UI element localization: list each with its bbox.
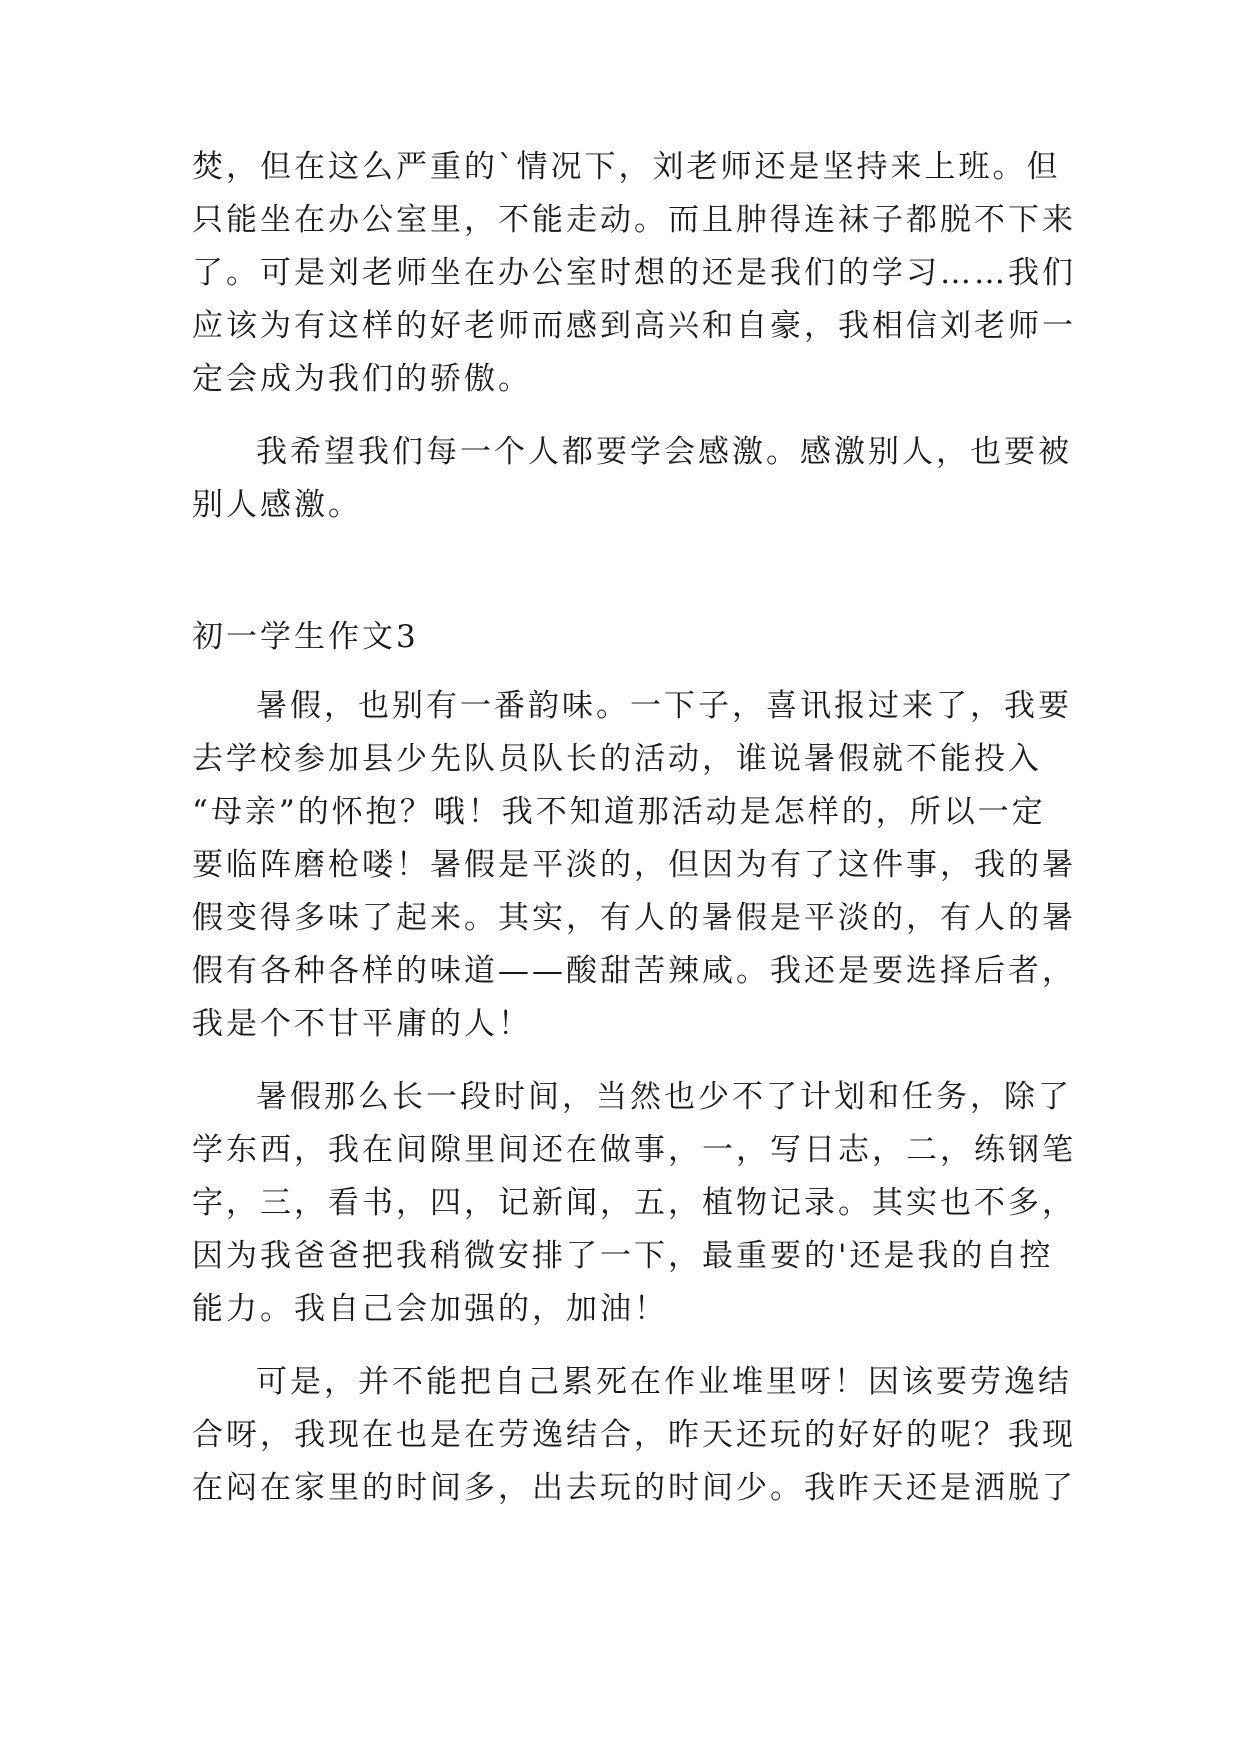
- text-line: 只能坐在办公室里，不能走动。而且肿得连袜子都脱不下来: [192, 202, 1076, 238]
- section-title: 初一学生作文3: [192, 619, 419, 655]
- text-line: 假变得多味了起来。其实，有人的暑假是平淡的，有人的暑: [192, 900, 1076, 936]
- text-line: 学东西，我在间隙里间还在做事，一，写日志，二，练钢笔: [192, 1132, 1076, 1168]
- text-line: 别人感激。: [192, 487, 362, 523]
- text-line: 我希望我们每一个人都要学会感激。感激别人，也要被: [256, 434, 1072, 470]
- text-line: 了。可是刘老师坐在办公室时想的还是我们的学习……我们: [192, 255, 1076, 291]
- text-line: 因为我爸爸把我稍微安排了一下，最重要的'还是我的自控: [192, 1238, 1054, 1274]
- text-line: 焚，但在这么严重的`情况下，刘老师还是坚持来上班。但: [192, 149, 1061, 185]
- text-line: 定会成为我们的骄傲。: [192, 361, 532, 397]
- text-line: 合呀，我现在也是在劳逸结合，昨天还玩的好好的呢？我现: [192, 1417, 1076, 1453]
- text-line: 要临阵磨枪喽！暑假是平淡的，但因为有了这件事，我的暑: [192, 847, 1076, 883]
- text-line: 暑假，也别有一番韵味。一下子，喜讯报过来了，我要: [256, 688, 1072, 724]
- text-line: 可是，并不能把自己累死在作业堆里呀！因该要劳逸结: [256, 1364, 1072, 1400]
- text-line: 字，三，看书，四，记新闻，五，植物记录。其实也不多，: [192, 1185, 1076, 1221]
- text-line: “母亲”的怀抱？哦！我不知道那活动是怎样的，所以一定: [192, 794, 1046, 830]
- text-line: 去学校参加县少先队员队长的活动，谁说暑假就不能投入: [192, 741, 1042, 777]
- text-line: 应该为有这样的好老师而感到高兴和自豪，我相信刘老师一: [192, 308, 1076, 344]
- text-line: 暑假那么长一段时间，当然也少不了计划和任务，除了: [256, 1079, 1072, 1115]
- text-line: 假有各种各样的味道——酸甜苦辣咸。我还是要选择后者，: [192, 953, 1076, 989]
- text-line: 我是个不甘平庸的人！: [192, 1006, 532, 1042]
- text-line: 在闷在家里的时间多，出去玩的时间少。我昨天还是洒脱了: [192, 1470, 1076, 1506]
- text-line: 能力。我自己会加强的，加油！: [192, 1291, 668, 1327]
